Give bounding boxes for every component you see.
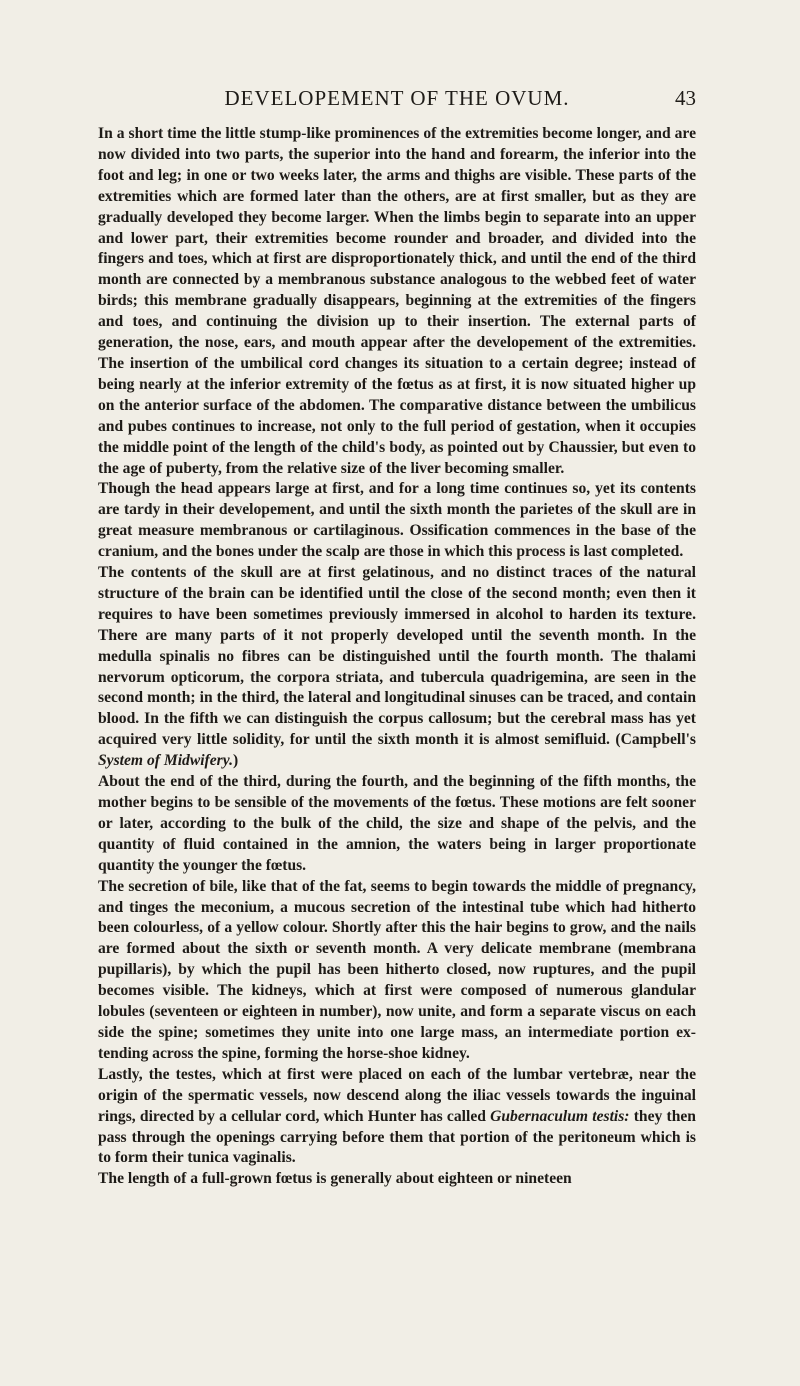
paragraph: In a short time the little stump-like prominences of the extremities become longer, and are now divided into two parts, the superior into the hand and forearm, the inferior into the foot and leg; in one or two weeks later, the arms and thighs are visible. These parts of the extremities which are formed later than the others, are at first smaller, but as they are gradually developed they become larger. When the limbs begin to separate into an upper and lower part, their extremities become rounder and broader, and divided into the fingers and toes, which at first are disproportionately thick, and until the end of the third month are connected by a membranous substance analogous to the webbed feet of water birds; this membrane gradually disappears, beginning at the extremities of the fingers and toes, and continuing the division up to their insertion. The external parts of generation, the nose, ears, and mouth appear after the developement of the extremities. The insertion of the umbilical cord changes its situation to a certain degree; instead of being nearly at the inferior extremity of the fœtus as at first, it is now situated higher up on the anterior surface of the abdomen. The comparative distance between the umbilicus and pubes continues to increase, not only to the full period of gestation, when it occupies the middle point of the length of the child's body, as pointed out by Chaussier, but even to the age of puberty, from the relative size of the liver becoming smaller. (98, 125, 696, 477)
page-number: 43 (675, 86, 696, 110)
paragraph: The length of a full-grown fœtus is generally about eighteen or nineteen (98, 1170, 572, 1188)
paragraph: About the end of the third, during the fourth, and the beginning of the fifth months, the mother begins to be sensible of the movements of the fœtus. These motions are felt sooner or later, according to the bulk of the child, the size and shape of the pelvis, and the quantity of fluid contained in the amnion, the waters being in larger proportionate quantity the younger the fœtus. (98, 773, 696, 874)
body-text (98, 124, 696, 1190)
running-header (98, 86, 696, 116)
running-title: DEVELOPEMENT OF THE OVUM. (224, 86, 570, 110)
paragraph: The contents of the skull are at first gelatinous, and no distinct traces of the natural structure of the brain can be identified until the close of the second month; even then it requires to have been sometimes previously immersed in alcohol to harden its texture. There are many parts of it not properly developed until the seventh month. In the medulla spinalis no fibres can be distinguished until the fourth month. The thalami nervorum opticorum, the corpora striata, and tubercula quadrigemina, are seen in the second month; in the third, the lateral and longitudinal sinuses can be traced, and contain blood. In the fifth we can distinguish the corpus callosum; but the cerebral mass has yet acquired very little solidity, for until the sixth month it is almost semifluid. (Campbell's System of Midwifery.) (98, 564, 696, 770)
italic-citation: System of Midwifery. (98, 752, 233, 770)
paragraph: Lastly, the testes, which at first were placed on each of the lumbar vertebræ, near the origin of the spermatic vessels, now descend along the iliac vessels towards the inguinal rings, directed by a cellular cord, which Hunter has called Gubernaculum testis: they then pass through the openings carrying before them that portion of the peritoneum which is to form their tunica vaginalis. (98, 1065, 696, 1167)
italic-term: Gubernaculum testis: (490, 1107, 630, 1125)
paragraph: Though the head appears large at first, and for a long time continues so, yet its contents are tardy in their developement, and until the sixth month the parietes of the skull are in great measure membranous or cartilaginous. Ossification commences in the base of the cranium, and the bones under the scalp are those in which this process is last completed. (98, 480, 696, 561)
paragraph: The secretion of bile, like that of the fat, seems to begin towards the middle of pregnancy, and tinges the meconium, a mucous secretion of the intestinal tube which had hitherto been colourless, of a yellow colour. Shortly after this the hair begins to grow, and the nails are formed about the sixth or seventh month. A very delicate membrane (membrana pupillaris), by which the pupil has been hitherto closed, now ruptures, and the pupil becomes visible. The kidneys, which at first were composed of numerous glandular lobules (seventeen or eighteen in number), now unite, and form a separate viscus on each side the spine; sometimes they unite into one large mass, an intermediate portion extending across the spine, forming the horse-shoe kidney. (98, 877, 696, 1062)
